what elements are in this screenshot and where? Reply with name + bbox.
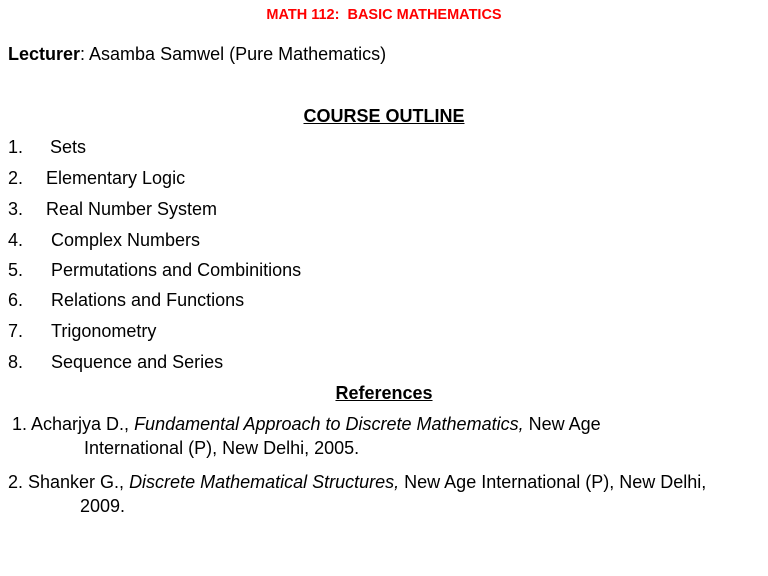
reference-item bbox=[8, 470, 706, 518]
outline-item-text: Real Number System bbox=[46, 199, 218, 219]
outline-item-text: Permutations and Combinitions bbox=[51, 260, 302, 280]
lecturer-line bbox=[8, 44, 386, 65]
outline-item-text: Elementary Logic bbox=[46, 168, 186, 188]
outline-item-text: Sets bbox=[50, 137, 87, 157]
reference-book-title: Discrete Mathematical Structures, bbox=[129, 472, 400, 492]
lecturer-value: : Asamba Samwel (Pure Mathematics) bbox=[80, 44, 387, 64]
outline-item-text: Trigonometry bbox=[51, 321, 157, 341]
reference-item bbox=[12, 412, 601, 460]
outline-item-number: 3. bbox=[8, 199, 24, 219]
references-heading: References bbox=[335, 383, 433, 403]
course-outline-heading: COURSE OUTLINE bbox=[303, 106, 465, 126]
reference-first-line bbox=[8, 470, 706, 494]
outline-item-number: 4. bbox=[8, 230, 24, 250]
outline-item-text: Complex Numbers bbox=[51, 230, 201, 250]
outline-item-number: 5. bbox=[8, 260, 24, 280]
lecturer-label: Lecturer bbox=[8, 44, 81, 64]
outline-item-text: Relations and Functions bbox=[51, 290, 245, 310]
outline-item-text: Sequence and Series bbox=[51, 352, 224, 372]
outline-item-number: 6. bbox=[8, 290, 24, 310]
reference-first-line bbox=[12, 412, 601, 436]
reference-author: 1. Acharjya D., bbox=[12, 414, 135, 434]
reference-publisher: New Age International (P), New Delhi, bbox=[399, 472, 707, 492]
reference-continuation: 2009. bbox=[80, 496, 126, 516]
outline-item-number: 1. bbox=[8, 137, 24, 157]
outline-item-number: 8. bbox=[8, 352, 24, 372]
course-title: MATH 112: BASIC MATHEMATICS bbox=[266, 7, 502, 23]
reference-book-title: Fundamental Approach to Discrete Mathematics, bbox=[134, 414, 524, 434]
reference-author: 2. Shanker G., bbox=[8, 472, 130, 492]
outline-item-number: 7. bbox=[8, 321, 24, 341]
reference-continuation: International (P), New Delhi, 2005. bbox=[84, 438, 360, 458]
outline-item-number: 2. bbox=[8, 168, 24, 188]
reference-publisher: New Age bbox=[523, 414, 601, 434]
